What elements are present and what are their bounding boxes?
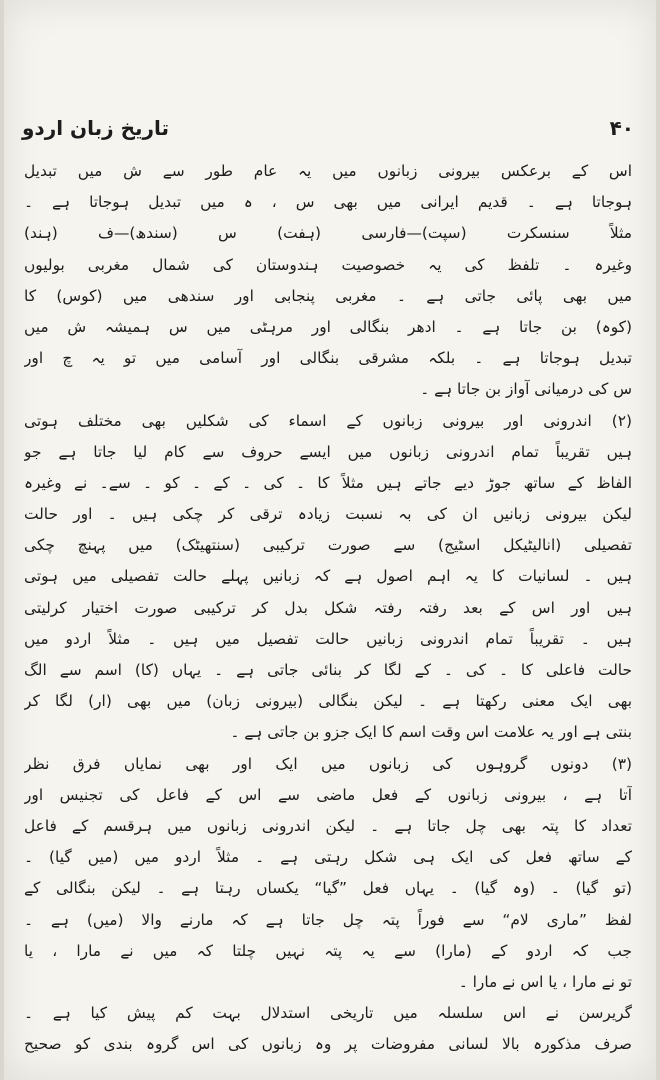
- text-line: ہیں ۔ تقریباً تمام اندرونی زبانیں حالت تفصیل میں ہیں ۔ مثلاً اردو میں: [24, 629, 632, 648]
- text-line: اس کے برعکس بیرونی زبانوں میں یہ عام طور سے ش میں تبدیل: [24, 162, 632, 180]
- text-line: آتا ہے ، بیرونی زبانوں کے فعل ماضی سے اس کے فاعل کی تجنیس اور: [24, 785, 632, 804]
- text-line: الفاظ کے ساتھ جوڑ دیے جاتے ہیں مثلاً کا ۔ کی ۔ کے ۔ کو ۔ سے۔ نے وغیرہ: [24, 473, 632, 492]
- text-line: ہوجاتا ہے ۔ قدیم ایرانی میں بھی س ، ہ میں تبدیل ہوجاتا ہے ۔: [24, 193, 632, 212]
- text-line: وغیرہ ۔ تلفظ کی یہ خصوصیت ہندوستان کی شمال مغربی بولیوں: [24, 255, 632, 274]
- text-line: مثلاً سنسکرت (سپت)—فارسی (ہفت) س (سندھ)—ف (ہند): [24, 224, 632, 243]
- running-title: تاریخ زبان اردو: [22, 116, 170, 140]
- page-header: [22, 112, 634, 152]
- paragraph-start-line: گریرسن نے اس سلسلہ میں تاریخی استدلال بہت کم پیش کیا ہے ۔: [24, 1004, 632, 1023]
- text-line: جب کہ اردو کے (مارا) سے یہ پتہ نہیں چلتا کہ میں نے مارا ، یا: [24, 941, 632, 960]
- body-text: [24, 156, 632, 1060]
- paragraph-start-line: (۳) دونوں گروہوں کی زبانوں میں ایک اور بھی نمایاں فرق نظر: [24, 754, 632, 773]
- text-line: کے ساتھ فعل کی ایک ہی شکل رہتی ہے ۔ مثلاً اردو میں (میں گیا) ۔: [24, 848, 632, 867]
- text-line: بنتی ہے اور یہ علامت اس وقت اسم کا ایک جزو بن جاتی ہے ۔: [230, 723, 632, 742]
- text-line: تو نے مارا ، یا اس نے مارا ۔: [458, 972, 632, 991]
- text-line: لفظ ”ماری لام“ سے فوراً پتہ چل جاتا ہے کہ مارنے والا (میں) ہے ۔: [24, 910, 632, 929]
- paragraph-start-line: (۲) اندرونی اور بیرونی زبانوں کے اسماء کی شکلیں بھی مختلف ہوتی: [24, 411, 632, 430]
- book-page: [4, 0, 656, 1080]
- text-line: ہیں تقریباً تمام اندرونی زبانوں میں ایسے حروف سے کام لیا جاتا ہے جو: [24, 442, 632, 461]
- text-line: تعداد کا پتہ بھی چل جاتا ہے ۔ لیکن اندرونی زبانوں میں ہرقسم کے فاعل: [24, 816, 632, 835]
- text-line: میں بھی پائی جاتی ہے ۔ مغربی پنجابی اور سندھی میں (کوس) کا: [24, 286, 632, 305]
- text-line: (تو گیا) ۔ (وہ گیا) ۔ یہاں فعل ”گیا“ یکساں رہتا ہے ۔ لیکن بنگالی کے: [24, 879, 632, 898]
- text-line: بھی ایک معنی رکھتا ہے ۔ لیکن بنگالی (بیرونی زبان) میں بھی (ار) لگا کر: [24, 692, 632, 711]
- text-line: ہیں ۔ لسانیات کا یہ اہم اصول ہے کہ زبانیں پہلے حالت تفصیلی میں ہوتی: [24, 567, 632, 586]
- text-line: تفصیلی (انالیٹیکل اسٹیج) سے صورت ترکیبی (سنتھیٹک) میں پہنچ چکی: [24, 536, 632, 555]
- text-line: ہیں اور اس کے بعد رفتہ رفتہ شکل بدل کر ترکیبی صورت اختیار کرلیتی: [24, 598, 632, 617]
- text-line: س کی درمیانی آواز بن جاتا ہے ۔: [420, 380, 632, 399]
- text-line: تبدیل ہوجاتا ہے ۔ بلکہ مشرقی بنگالی اور آسامی میں تو یہ چ اور: [24, 349, 632, 368]
- text-line: (کوہ) بن جاتا ہے ۔ ادھر بنگالی اور مرہٹی میں س ہمیشہ ش میں: [24, 317, 632, 336]
- text-line: حالت فاعلی کا ۔ کی ۔ کے لگا کر بنائی جاتی ہے ۔ یہاں (کا) اسم سے الگ: [24, 661, 632, 679]
- page-number: ۴۰: [609, 116, 634, 140]
- text-line: لیکن بیرونی زبانیں ان کی بہ نسبت زیادہ ترقی کر چکی ہیں ۔ اور حالت: [24, 505, 632, 524]
- text-line: صرف مذکورہ بالا لسانی مفروضات پر وہ زبانوں کی اس گروہ بندی کو صحیح: [24, 1035, 632, 1054]
